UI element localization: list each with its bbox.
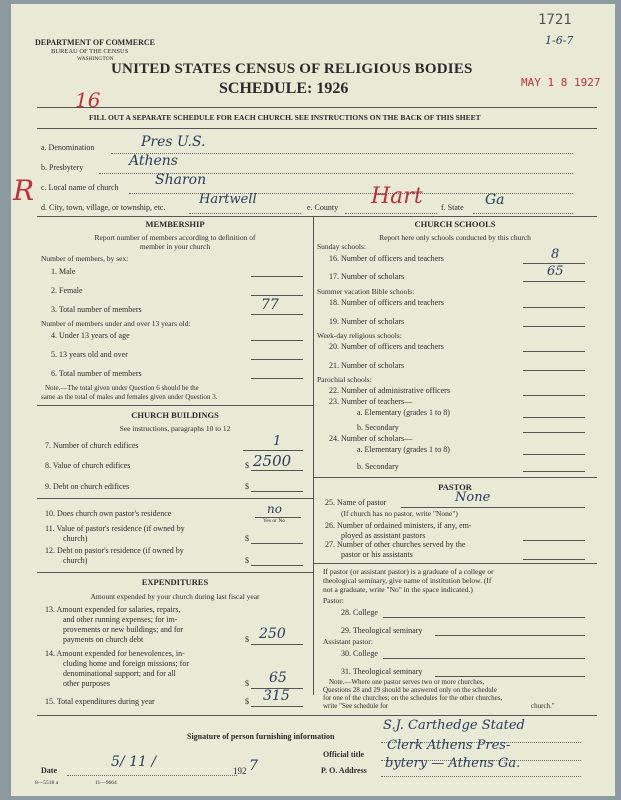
washington-label: WASHINGTON <box>77 56 114 62</box>
address-value: bytery — Athens Ga. <box>385 756 521 771</box>
q19-label: 19. Number of scholars <box>329 317 405 326</box>
local-name-value: Sharon <box>155 172 207 188</box>
q28-label: 28. College <box>341 608 378 617</box>
county-label: e. County <box>307 203 339 212</box>
official-title-value: Clerk Athens Pres- <box>387 738 511 753</box>
q9-label: 9. Debt on church edifices <box>45 482 130 491</box>
red-number: 16 <box>75 88 101 112</box>
membership-heading: MEMBERSHIP <box>145 219 205 229</box>
q8-value: 2500 <box>253 452 292 470</box>
q5-label: 5. 13 years old and over <box>51 350 128 359</box>
bureau-label: BUREAU OF THE CENSUS <box>51 48 129 55</box>
q22-label: 22. Number of administrative officers <box>329 386 450 395</box>
presbytery-value: Athens <box>129 153 178 169</box>
q21-label: 21. Number of scholars <box>329 361 405 370</box>
rule-top-2 <box>37 128 597 129</box>
denomination-value: Pres U.S. <box>141 134 206 150</box>
date-label: Date <box>41 766 57 775</box>
q25-value: None <box>455 490 491 505</box>
state-label: f. State <box>441 203 464 212</box>
rule-top <box>37 107 597 108</box>
q8-label: 8. Value of church edifices <box>45 461 131 470</box>
state-value: Ga <box>485 192 505 208</box>
form-number-2: 11—9664 <box>95 780 117 786</box>
q7-label: 7. Number of church edifices <box>45 441 139 450</box>
q27-label: 27. Number of other churches served by the <box>325 540 466 549</box>
q3-label: 3. Total number of members <box>51 305 142 314</box>
q17-label: 17. Number of scholars <box>329 272 405 281</box>
q20-label: 20. Number of officers and teachers <box>329 342 444 351</box>
q15-label: 15. Total expenditures during year <box>45 697 155 706</box>
q24-label: 24. Number of scholars— <box>329 434 413 443</box>
q18-label: 18. Number of officers and teachers <box>329 298 444 307</box>
department-label: DEPARTMENT OF COMMERCE <box>35 38 156 47</box>
buildings-heading: CHURCH BUILDINGS <box>131 410 219 420</box>
schools-heading: CHURCH SCHOOLS <box>414 219 496 229</box>
q12-label: 12. Debt on pastor's residence (if owned by <box>45 546 184 555</box>
q13-value: 250 <box>259 626 286 642</box>
q16-label: 16. Number of officers and teachers <box>329 254 444 263</box>
q7-value: 1 <box>273 434 282 449</box>
q3-value: 77 <box>261 297 279 313</box>
year-value: 7 <box>249 758 258 774</box>
signature-label: Signature of person furnishing information <box>187 732 335 741</box>
q1-label: 1. Male <box>51 267 76 276</box>
q10-value: no <box>267 502 282 516</box>
number-stamp: 1721 <box>538 12 572 28</box>
q6-label: 6. Total number of members <box>51 369 142 378</box>
q11-label: 11. Value of pastor's residence (if owned by <box>45 524 185 533</box>
census-schedule-sheet: DEPARTMENT OF COMMERCE BUREAU OF THE CENSUS WASHINGTON UNITED STATES CENSUS OF RELIGIOUS BODIES SCHEDULE: 1926 FILL OUT A SEPARATE SCHEDULE FOR EACH CHURCH. SEE INSTRUCTIONS ON THE BACK OF THIS SHEET 1721 1-6-7 MAY 1 8 1927 16 a. Denomination Pres U.S. b. Presbytery Athens R c. Local name of church Sharon d. City, town, village, or township, etc. Hartwell e. County Hart f. State Ga MEMBERSHIP Report number of members according to definition of member in your church Number of members, by sex: 1. Male 2. Female 3. Total number of members 77 Number of members under and over 13 years old: 4. Under 13 years of age 5. 13 years old and over 6. Total number of members Note.—The total given under Question 6 should be the same as the total of males and females given under Question 3. CHURCH BUILDINGS See instructions, paragraphs 10 to 12 7. Number of church edifices 1 8. Value of church edifices $ 2500 9. Debt on church edifices $ 10. Does church own pastor's residence no Yes or No 11. Value of pastor's residence (if owned by church) $ 12. Debt on pastor's residence (if owned by church) $ EXPENDITURES Amount expended by your church during last fiscal year 13. Amount expended for salaries, repairs, and other running expenses; for im- provements or new buildings; and for payments on church debt $ 250 14. Amount expended for benevolences, in- cluding home and foreign missions; for denominational support; and for all other purposes $ 65 15. Total expenditures during year $ 315 CHURCH SCHOOLS Report here only schools conducted by this church Sunday schools: 16. Number of officers and teachers 8 17. Number of scholars 65 Summer vacation Bible schools: 18. Number of officers and teachers 19. Number of scholars Week-day religious schools: 20. Number of officers and teachers 21. Number of scholars Parochial schools: 22. Number of administrative officers 23. Number of teachers— a. Elementary (grades 1 to 8) b. Secondary 24. Number of scholars— a. Elementary (grades 1 to 8) b. Secondary PASTOR 25. Name of pastor None (If church has no pastor, write "None") 26. Number of ordained ministers, if any, em- ployed as assistant pastors 27. Number of other churches served by the pastor or his assistants If pastor (or assistant pastor) is a graduate of a college or theological seminary, give name of institution below. (If not a graduate, write "No" in the space indicated.) Pastor: 28. College 29. Theological seminary Assistant pastor: 30. College 31. Theological seminary Note.—Where one pastor serves two or more churches, Questions 28 and 29 should be answered only on the schedule for one of the churches; on the schedules for the other churches, write "See schedule for church." Signature of person furnishing information S.J. Carthedge Stated Official title Clerk Athens Pres- Date 5/ 11 / 192 7 P. O. Address bytery — Athens Ga. 8—5518 a 11—9664 <box>11 4 615 796</box>
q4-label: 4. Under 13 years of age <box>51 331 130 340</box>
signature-value: S.J. Carthedge Stated <box>383 718 525 733</box>
q14-value: 65 <box>269 670 287 686</box>
q10-label: 10. Does church own pastor's residence <box>45 509 172 518</box>
q24b-label: b. Secondary <box>357 462 399 471</box>
q16-value: 8 <box>551 247 560 262</box>
q23-label: 23. Number of teachers— <box>329 397 413 406</box>
margin-mark: R <box>13 174 35 207</box>
q25-label: 25. Name of pastor <box>325 498 387 507</box>
q26-label: 26. Number of ordained ministers, if any, em- <box>325 521 472 530</box>
denomination-label: a. Denomination <box>41 143 95 152</box>
schedule-title: SCHEDULE: 1926 <box>219 80 349 97</box>
q24a-label: a. Elementary (grades 1 to 8) <box>357 445 450 454</box>
q23b-label: b. Secondary <box>357 423 399 432</box>
county-value: Hart <box>371 184 423 209</box>
handwritten-date: 1-6-7 <box>545 34 574 47</box>
expenditures-heading: EXPENDITURES <box>141 577 209 587</box>
form-number: 8—5518 a <box>35 780 59 786</box>
address-label: P. O. Address <box>321 766 367 775</box>
instruction-line: FILL OUT A SEPARATE SCHEDULE FOR EACH CHURCH. SEE INSTRUCTIONS ON THE BACK OF THIS SHEET <box>89 113 481 122</box>
q14-label: 14. Amount expended for benevolences, in- <box>45 649 185 658</box>
q13-label: 13. Amount expended for salaries, repairs, <box>45 605 181 614</box>
city-value: Hartwell <box>199 192 257 207</box>
q23a-label: a. Elementary (grades 1 to 8) <box>357 408 450 417</box>
q31-label: 31. Theological seminary <box>341 667 423 676</box>
form-title: UNITED STATES CENSUS OF RELIGIOUS BODIES <box>111 61 473 77</box>
center-divider <box>313 216 314 695</box>
q30-label: 30. College <box>341 649 378 658</box>
official-title-label: Official title <box>323 750 365 759</box>
city-label: d. City, town, village, or township, etc. <box>41 203 166 212</box>
received-stamp: MAY 1 8 1927 <box>521 76 601 89</box>
year-prefix: 192 <box>233 766 247 776</box>
pastor-heading: PASTOR <box>438 482 472 492</box>
date-value: 5/ 11 / <box>111 754 157 770</box>
local-name-label: c. Local name of church <box>41 183 119 192</box>
q29-label: 29. Theological seminary <box>341 626 423 635</box>
q17-value: 65 <box>547 264 564 279</box>
q15-value: 315 <box>263 688 290 704</box>
q2-label: 2. Female <box>51 286 83 295</box>
presbytery-label: b. Presbytery <box>41 163 84 172</box>
